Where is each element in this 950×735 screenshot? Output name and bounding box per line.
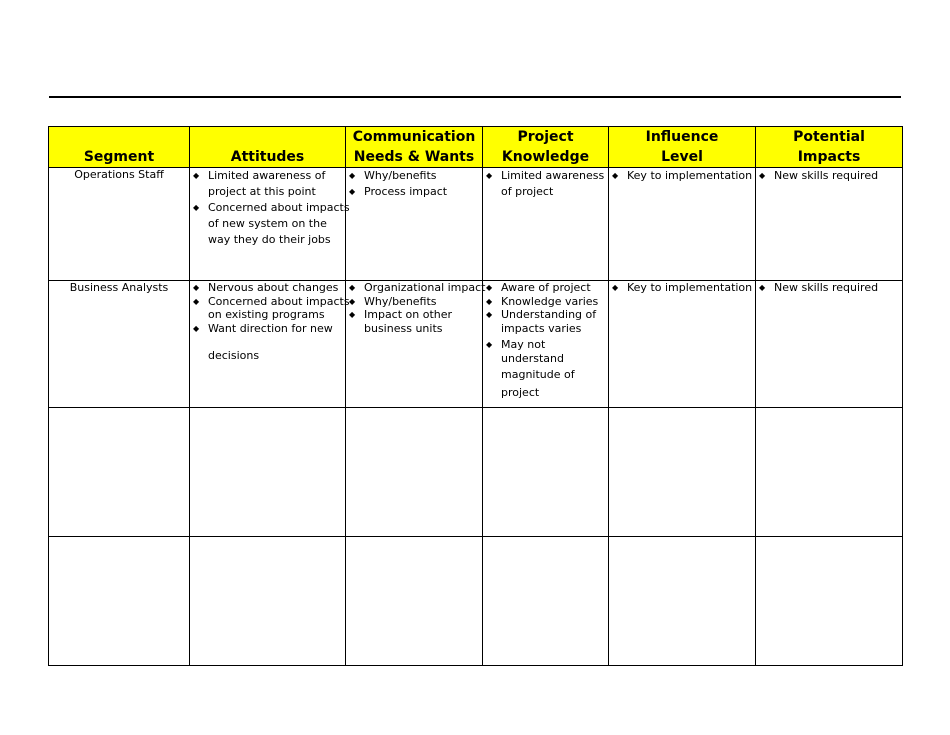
header-attitudes: Attitudes <box>190 127 346 168</box>
empty-cell <box>609 537 756 666</box>
empty-cell <box>756 408 903 537</box>
stakeholder-table <box>48 126 903 666</box>
potential-impacts-cell <box>756 168 903 281</box>
list-item: ◆ Nervous about changes <box>193 281 345 295</box>
list-item: ◆ Concerned about impacts of new system on the way they do their jobs <box>193 200 345 248</box>
attitudes-cell <box>190 281 350 408</box>
list-item-continuation: decisions <box>208 349 260 362</box>
attitudes-cell <box>190 168 350 281</box>
header-influence-level: Influence Level <box>609 127 756 168</box>
empty-cell <box>346 408 483 537</box>
list-item: ◆ Process impact <box>349 184 482 200</box>
list-item: ◆ Key to implementation <box>612 168 755 184</box>
table-row <box>49 281 903 408</box>
table-row <box>49 168 903 281</box>
list-item: ◆ New skills required <box>759 281 902 295</box>
list-item: ◆ Knowledge varies <box>486 295 608 309</box>
header-segment: Segment <box>49 127 190 168</box>
header-row <box>49 127 903 168</box>
list-item: ◆ New skills required <box>759 168 902 184</box>
communication-cell <box>346 168 483 281</box>
list-item: ◆ Understanding of impacts varies <box>486 308 608 335</box>
list-item: ◆ Aware of project <box>486 281 608 295</box>
influence-cell <box>609 168 756 281</box>
segment-cell: Operations Staff <box>49 168 190 281</box>
list-item: ◆ Limited awareness of project at this point <box>193 168 345 200</box>
empty-cell <box>483 537 609 666</box>
list-item: ◆ Want direction for new <box>193 322 345 336</box>
project-knowledge-cell <box>483 168 609 281</box>
empty-cell <box>190 537 346 666</box>
empty-cell <box>49 408 190 537</box>
empty-cell <box>190 408 346 537</box>
header-rule <box>49 96 901 98</box>
list-item: ◆ May not understand magnitude of project <box>486 338 608 401</box>
influence-cell <box>609 281 756 408</box>
header-potential-impacts: Potential Impacts <box>756 127 903 168</box>
empty-cell <box>483 408 609 537</box>
table-row-empty <box>49 537 903 666</box>
list-item: ◆ Key to implementation <box>612 281 755 295</box>
empty-cell <box>756 537 903 666</box>
empty-cell <box>609 408 756 537</box>
project-knowledge-cell <box>483 281 609 408</box>
list-item: ◆ Why/benefits <box>349 295 482 309</box>
header-communication: Communication Needs & Wants <box>346 127 483 168</box>
empty-cell <box>49 537 190 666</box>
header-project-knowledge: Project Knowledge <box>483 127 609 168</box>
table-row-empty <box>49 408 903 537</box>
list-item: ◆ Limited awareness of project <box>486 168 608 200</box>
list-item: ◆ Impact on other business units <box>349 308 482 335</box>
potential-impacts-cell <box>756 281 903 408</box>
list-item: ◆ Why/benefits <box>349 168 482 184</box>
empty-cell <box>346 537 483 666</box>
list-item: ◆ Organizational impact <box>349 281 482 295</box>
list-item: ◆ Concerned about impacts on existing programs <box>193 295 345 322</box>
segment-cell: Business Analysts <box>49 281 190 408</box>
communication-cell <box>346 281 486 408</box>
